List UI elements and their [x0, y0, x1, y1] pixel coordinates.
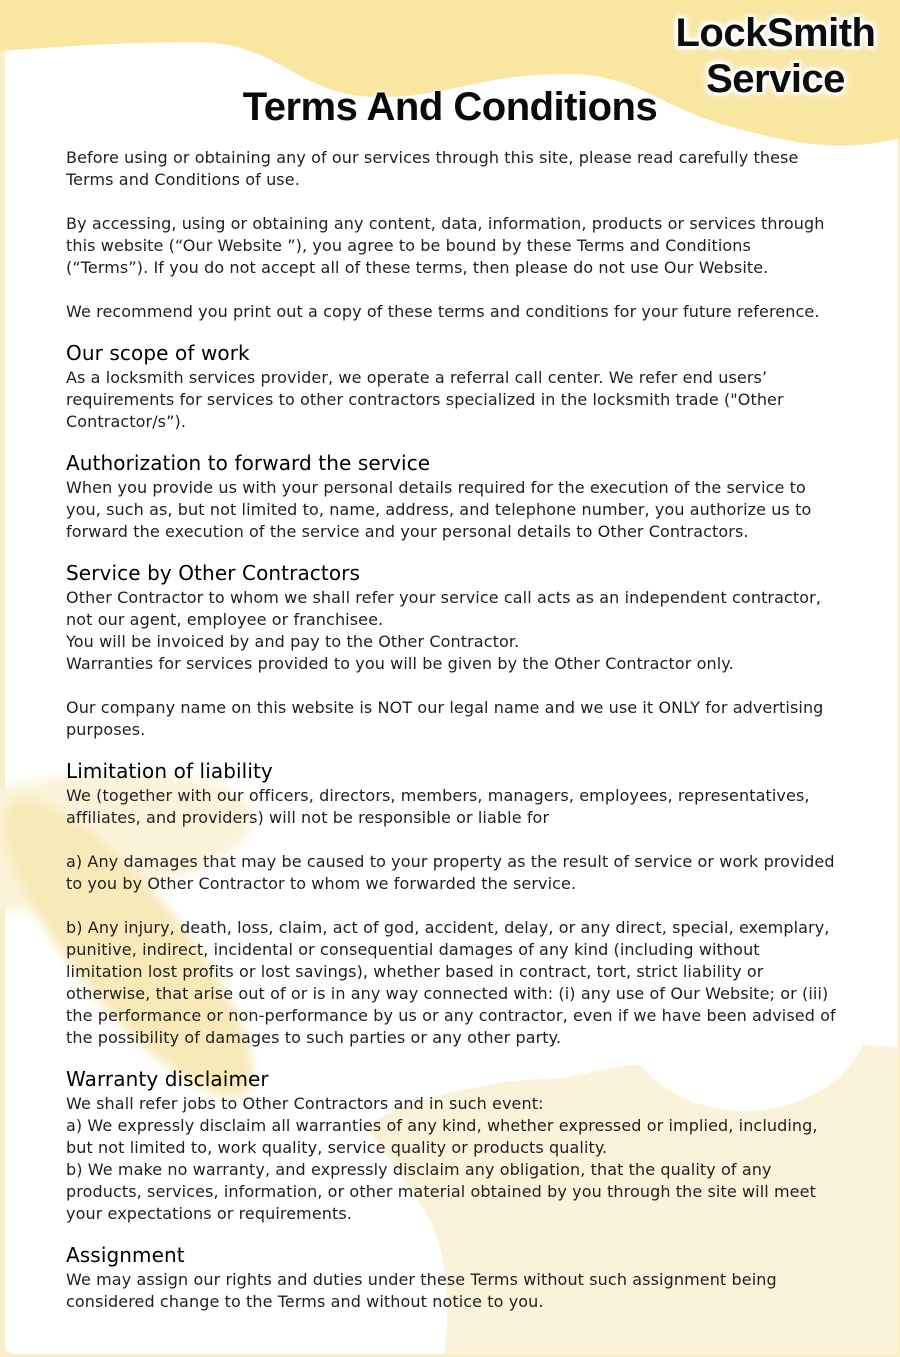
section-paragraph: We shall refer jobs to Other Contractors and in such event: — [66, 1094, 544, 1113]
section-paragraph: Warranties for services provided to you will be given by the Other Contractor only. — [66, 654, 734, 673]
intro-paragraph: Before using or obtaining any of our services through this site, please read carefully these Terms and Conditions of use. — [66, 148, 799, 189]
terms-content — [66, 147, 836, 1313]
section-paragraph: When you provide us with your personal details required for the execution of the service to you, such as, but not limited to, name, address, and telephone number, you authorize us to forward the execution of the service and your personal details to Other Contractors. — [66, 478, 812, 541]
section-paragraph: We (together with our officers, directors, members, managers, employees, representatives, affiliates, and providers) will not be responsible or liable for — [66, 786, 810, 827]
section-paragraph: a) We expressly disclaim all warranties of any kind, whether expressed or implied, including, but not limited to, work quality, service quality or products quality. — [66, 1116, 818, 1157]
section-heading-service: Service by Other Contractors — [66, 561, 361, 585]
intro-paragraph: We recommend you print out a copy of these terms and conditions for your future reference. — [66, 302, 820, 321]
section-heading-warranty: Warranty disclaimer — [66, 1067, 269, 1091]
intro-paragraph: By accessing, using or obtaining any content, data, information, products or services through this website (“Our Website ”), you agree to be bound by these Terms and Conditions (“Terms”). If you do not accept all of these terms, then please do not use Our Website. — [66, 214, 825, 277]
section-paragraph: b) Any injury, death, loss, claim, act of god, accident, delay, or any direct, special, exemplary, punitive, indirect, incidental or consequential damages of any kind (including without limitation lost profits or lost savings), whether based in contract, tort, strict liability or otherwise, that arise out of or is in any way connected with: (i) any use of Our Website; or (iii) the performance or non-performance by us or any contractor, even if we have been advised of the possibility of damages to such parties or any other party. — [66, 918, 836, 1047]
section-paragraph: Our company name on this website is NOT our legal name and we use it ONLY for advertising purposes. — [66, 698, 824, 739]
section-heading-liability: Limitation of liability — [66, 759, 273, 783]
section-paragraph: Other Contractor to whom we shall refer your service call acts as an independent contractor, not our agent, employee or franchisee. — [66, 588, 822, 629]
section-paragraph: As a locksmith services provider, we operate a referral call center. We refer end users’ requirements for services to other contractors specialized in the locksmith trade ("Other Contractor/s”). — [66, 368, 784, 431]
page-title: Terms And Conditions — [242, 85, 658, 129]
brand-name-line1: LockSmith — [675, 11, 876, 55]
section-heading-assignment: Assignment — [66, 1243, 185, 1267]
section-paragraph: We may assign our rights and duties under these Terms without such assignment being considered change to the Terms and without notice to you. — [66, 1270, 777, 1311]
section-paragraph: b) We make no warranty, and expressly disclaim any obligation, that the quality of any products, services, information, or other material obtained by you through the site will meet your expectations or requirements. — [66, 1160, 816, 1223]
section-paragraph: You will be invoiced by and pay to the Other Contractor. — [66, 632, 520, 651]
section-heading-authorization: Authorization to forward the service — [66, 451, 431, 475]
section-heading-scope: Our scope of work — [66, 341, 250, 365]
brand-name-line2: Service — [706, 57, 845, 101]
section-paragraph: a) Any damages that may be caused to your property as the result of service or work provided to you by Other Contractor to whom we forwarded the service. — [66, 852, 835, 893]
